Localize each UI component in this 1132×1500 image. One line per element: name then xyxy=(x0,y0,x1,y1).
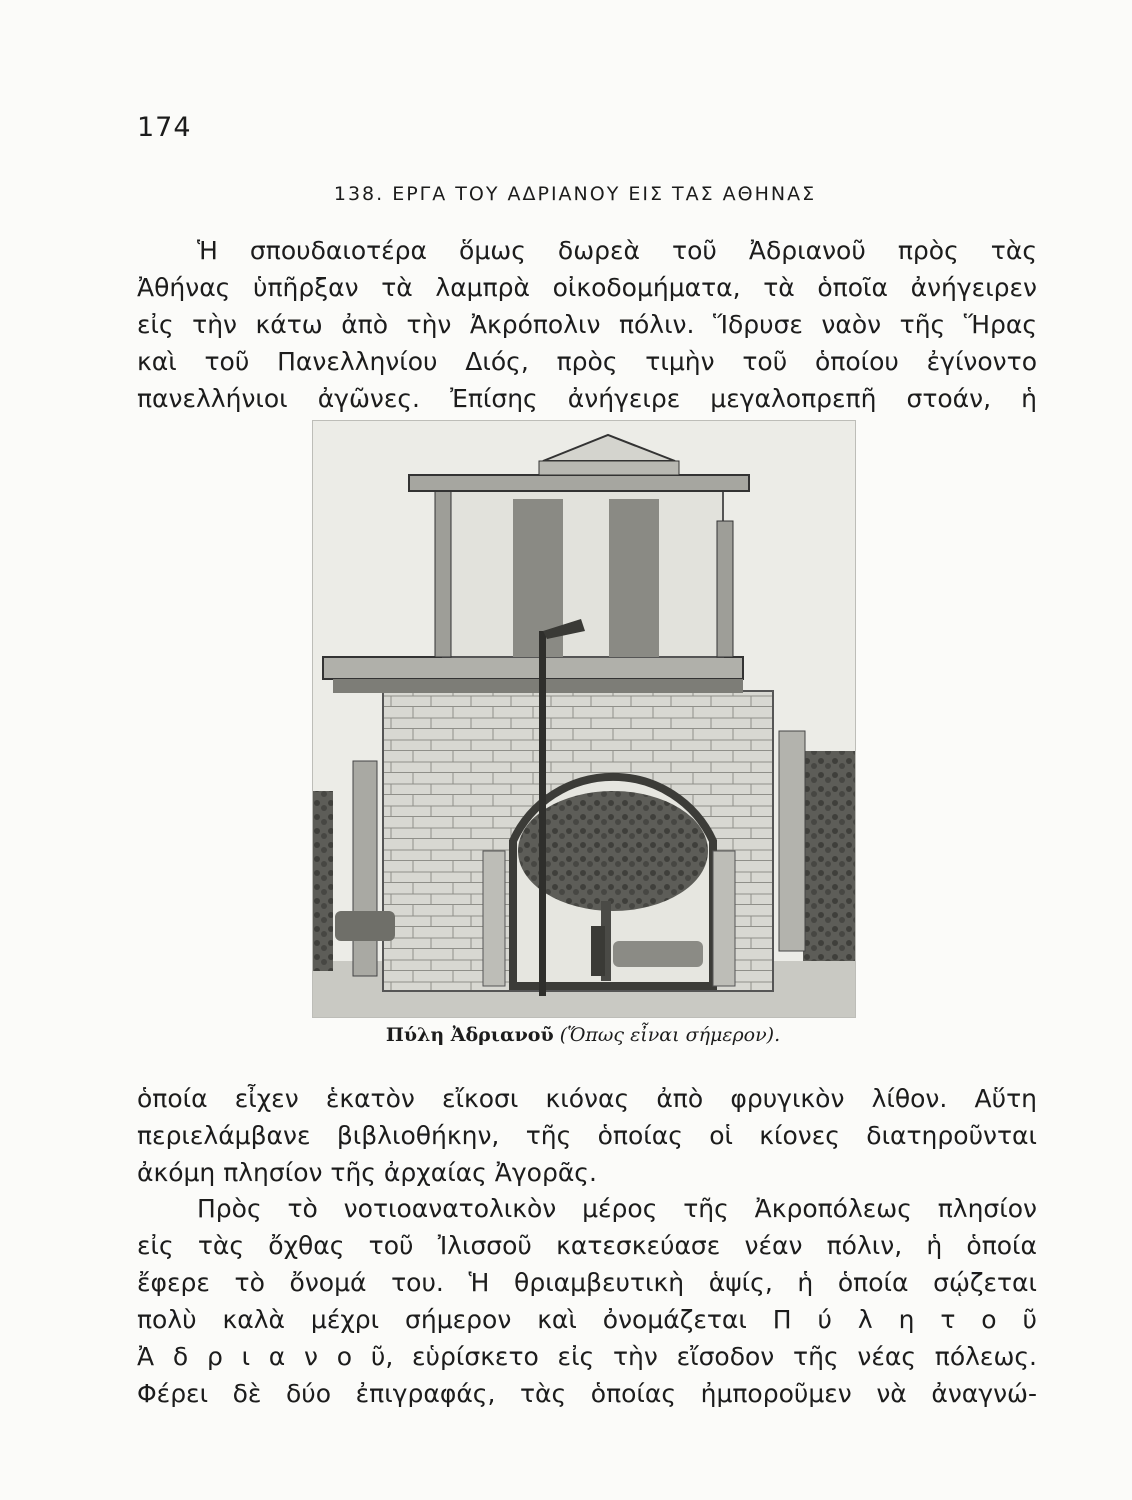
paragraph-line: Πρὸς τὸ νοτιοανατολικὸν μέρος τῆς Ἀκροπόλεως πλησίον xyxy=(197,1194,1037,1223)
page-number: 174 xyxy=(137,112,192,143)
paragraph-3 xyxy=(137,1190,1037,1412)
paragraph-line: πολὺ καλὰ μέχρι σήμερον καὶ ὀνομάζεται Π ύ λ η τ ο ῦ xyxy=(137,1305,1037,1334)
paragraph-line: Ἡ σπουδαιοτέρα ὅμως δωρεὰ τοῦ Ἀδριανοῦ πρὸς τὰς xyxy=(197,236,1037,265)
figure-caption xyxy=(0,1024,1132,1046)
paragraph-1 xyxy=(137,232,1037,417)
paragraph-line: καὶ τοῦ Πανελληνίου Διός, πρὸς τιμὴν τοῦ ὁποίου ἐγίνοντο xyxy=(137,347,1037,376)
paragraph-line: εἰς τὴν κάτω ἀπὸ τὴν Ἀκρόπολιν πόλιν. Ἵδρυσε ναὸν τῆς Ἥρας xyxy=(137,310,1037,339)
paragraph-line: ἔφερε τὸ ὄνομά του. Ἡ θριαμβευτικὴ ἁψίς, ἡ ὁποία σῴζεται xyxy=(137,1268,1037,1297)
paragraph-line: ἀκόμη πλησίον τῆς ἀρχαίας Ἀγορᾶς. xyxy=(137,1158,597,1187)
paragraph-line: ὁποία εἶχεν ἑκατὸν εἴκοσι κιόνας ἀπὸ φρυγικὸν λίθον. Αὕτη xyxy=(137,1084,1037,1113)
arch-of-hadrian-photo xyxy=(312,420,856,1018)
paragraph-line: πανελλήνιοι ἀγῶνες. Ἐπίσης ἀνήγειρε μεγαλοπρεπῆ στοάν, ἡ xyxy=(137,384,1037,413)
paragraph-line: περιελάμβανε βιβλιοθήκην, τῆς ὁποίας οἱ κίονες διατηροῦνται xyxy=(137,1121,1037,1150)
paragraph-2 xyxy=(137,1080,1037,1191)
paragraph-line: Φέρει δὲ δύο ἐπιγραφάς, τὰς ὁποίας ἠμποροῦμεν νὰ ἀναγνώ- xyxy=(137,1379,1037,1408)
caption-title: Πύλη Ἀδριανοῦ xyxy=(385,1024,554,1046)
paragraph-line: εἰς τὰς ὄχθας τοῦ Ἰλισσοῦ κατεσκεύασε νέαν πόλιν, ἡ ὁποία xyxy=(137,1231,1037,1260)
caption-note: (Ὅπως εἶναι σήμερον). xyxy=(559,1024,781,1046)
section-heading: 138. ΕΡΓΑ ΤΟΥ ΑΔΡΙΑΝΟΥ ΕΙΣ ΤΑΣ ΑΘΗΝΑΣ xyxy=(333,183,817,205)
paragraph-line: Ἀθήνας ὑπῆρξαν τὰ λαμπρὰ οἰκοδομήματα, τὰ ὁποῖα ἀνήγειρεν xyxy=(137,273,1037,302)
paragraph-line: Ἀ δ ρ ι α ν ο ῦ, εὑρίσκετο εἰς τὴν εἴσοδον τῆς νέας πόλεως. xyxy=(137,1342,1037,1371)
